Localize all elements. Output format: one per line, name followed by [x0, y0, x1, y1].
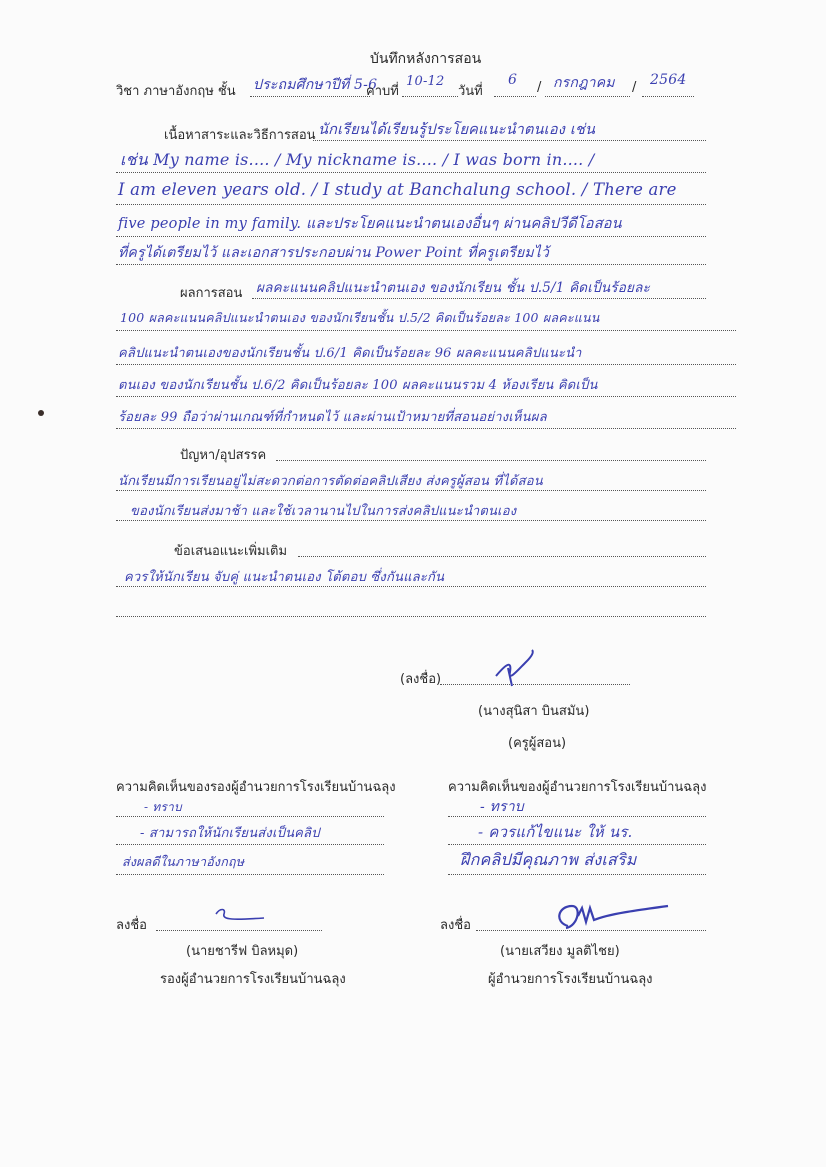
director-name: (นายเสวียง มูลติไชย) [500, 944, 620, 959]
deputy-name: (นายชารีฟ บิลหมุด) [186, 944, 299, 959]
deputy-signature [210, 904, 270, 926]
problems-dotline-1 [276, 460, 706, 461]
content-line-4: five people in my family. และประโยคแนะนำตนเองอื่นๆ ผ่านคลิปวีดีโอสอน [118, 216, 622, 232]
deputy-dotline-2 [116, 844, 384, 845]
deputy-comment-1: - ทราบ [144, 800, 182, 814]
day-dotline [494, 96, 536, 97]
slash-1: / [537, 80, 542, 95]
director-signature [548, 898, 688, 938]
content-line-1: นักเรียนได้เรียนรู้ประโยคแนะนำตนเอง เช่น [318, 122, 596, 138]
suggestions-line-1: ควรให้นักเรียน จับคู่ แนะนำตนเอง โต้ตอบ ซึ่งกันและกัน [124, 570, 445, 585]
director-dotline-3 [448, 874, 706, 875]
content-line-2: เช่น My name is.... / My nickname is.... / I was born in.... / [120, 150, 595, 169]
month-dotline [545, 96, 630, 97]
director-comment-2: - ควรแก้ไขแนะ ให้ นร. [478, 823, 633, 841]
results-line-1: ผลคะแนนคลิปแนะนำตนเอง ของนักเรียน ชั้น ป.5/1 คิดเป็นร้อยละ [256, 280, 651, 296]
deputy-dotline-3 [116, 874, 384, 875]
suggestions-label: ข้อเสนอแนะเพิ่มเติม [174, 544, 288, 559]
grade-dotline [250, 96, 370, 97]
director-comment-1: - ทราบ [480, 799, 524, 815]
deputy-comment-2: - สามารถให้นักเรียนส่งเป็นคลิป [140, 826, 320, 841]
director-title: ผู้อำนวยการโรงเรียนบ้านฉลุง [488, 972, 653, 987]
content-label: เนื้อหาสาระและวิธีการสอน [164, 128, 316, 143]
deputy-title: รองผู้อำนวยการโรงเรียนบ้านฉลุง [160, 972, 346, 987]
content-dotline-5 [116, 264, 706, 265]
day-label: วันที่ [458, 84, 483, 99]
content-line-3: I am eleven years old. / I study at Banchalung school. / There are [118, 180, 677, 199]
problems-label: ปัญหา/อุปสรรค [180, 448, 267, 463]
results-line-3: คลิปแนะนำตนเองของนักเรียนชั้น ป.6/1 คิดเป็นร้อยละ 96 ผลคะแนนคลิปแนะนำ [118, 346, 582, 361]
results-dotline-4 [116, 396, 736, 397]
problems-line-2: ของนักเรียนส่งมาช้า และใช้เวลานานไปในการส่งคลิปแนะนำตนเอง [130, 504, 517, 519]
deputy-sign-label: ลงชื่อ [116, 918, 147, 933]
suggestions-dotline-3 [116, 616, 706, 617]
subject-label: วิชา ภาษาอังกฤษ ชั้น [116, 84, 236, 99]
teacher-name: (นางสุนิสา บินสมัน) [478, 704, 590, 719]
day-value: 6 [508, 72, 518, 88]
page-title: บันทึกหลังการสอน [370, 51, 482, 67]
director-dotline-2 [448, 844, 706, 845]
teacher-role: (ครูผู้สอน) [508, 736, 567, 751]
period-value: 10-12 [406, 74, 445, 89]
director-comment-3: ฝึกคลิปมีคุณภาพ ส่งเสริม [460, 850, 637, 869]
slash-2: / [632, 80, 637, 95]
content-dotline-3 [116, 204, 706, 205]
results-dotline-2 [116, 330, 736, 331]
year-value: 2564 [650, 72, 687, 88]
deputy-comment-3: ส่งผลดีในภาษาอังกฤษ [122, 854, 245, 869]
director-sign-label: ลงชื่อ [440, 918, 471, 933]
content-dotline-4 [116, 236, 706, 237]
year-dotline [642, 96, 694, 97]
suggestions-dotline-1 [298, 556, 706, 557]
teacher-signature [488, 646, 548, 690]
period-label: คาบที่ [366, 84, 399, 99]
grade-value: ประถมศึกษาปีที่ 5-6 [253, 77, 378, 93]
results-line-5: ร้อยละ 99 ถือว่าผ่านเกณฑ์ที่กำหนดไว้ และผ่านเป้าหมายที่สอนอย่างเห็นผล [118, 410, 547, 425]
results-dotline-1 [252, 298, 706, 299]
results-dotline-5 [116, 428, 736, 429]
deputy-sign-dotline [156, 930, 322, 931]
period-dotline [402, 96, 458, 97]
results-label: ผลการสอน [180, 286, 243, 301]
month-value: กรกฎาคม [553, 75, 615, 91]
content-line-5: ที่ครูได้เตรียมไว้ และเอกสารประกอบผ่าน Power Point ที่ครูเตรียมไว้ [118, 245, 550, 261]
results-line-2: 100 ผลคะแนนคลิปแนะนำตนเอง ของนักเรียนชั้น ป.5/2 คิดเป็นร้อยละ 100 ผลคะแนน [120, 310, 600, 325]
results-dotline-3 [116, 364, 736, 365]
deputy-heading: ความคิดเห็นของรองผู้อำนวยการโรงเรียนบ้านฉลุง [116, 780, 396, 795]
results-line-4: ตนเอง ของนักเรียนชั้น ป.6/2 คิดเป็นร้อยละ 100 ผลคะแนนรวม 4 ห้องเรียน คิดเป็น [118, 378, 598, 393]
teacher-sign-label: (ลงชื่อ) [400, 672, 442, 687]
problems-line-1: นักเรียนมีการเรียนอยู่ไม่สะดวกต่อการตัดต่อคลิปเสียง ส่งครูผู้สอน ที่ได้สอน [118, 474, 543, 489]
binder-hole [38, 410, 44, 416]
director-heading: ความคิดเห็นของผู้อำนวยการโรงเรียนบ้านฉลุง [448, 780, 707, 795]
